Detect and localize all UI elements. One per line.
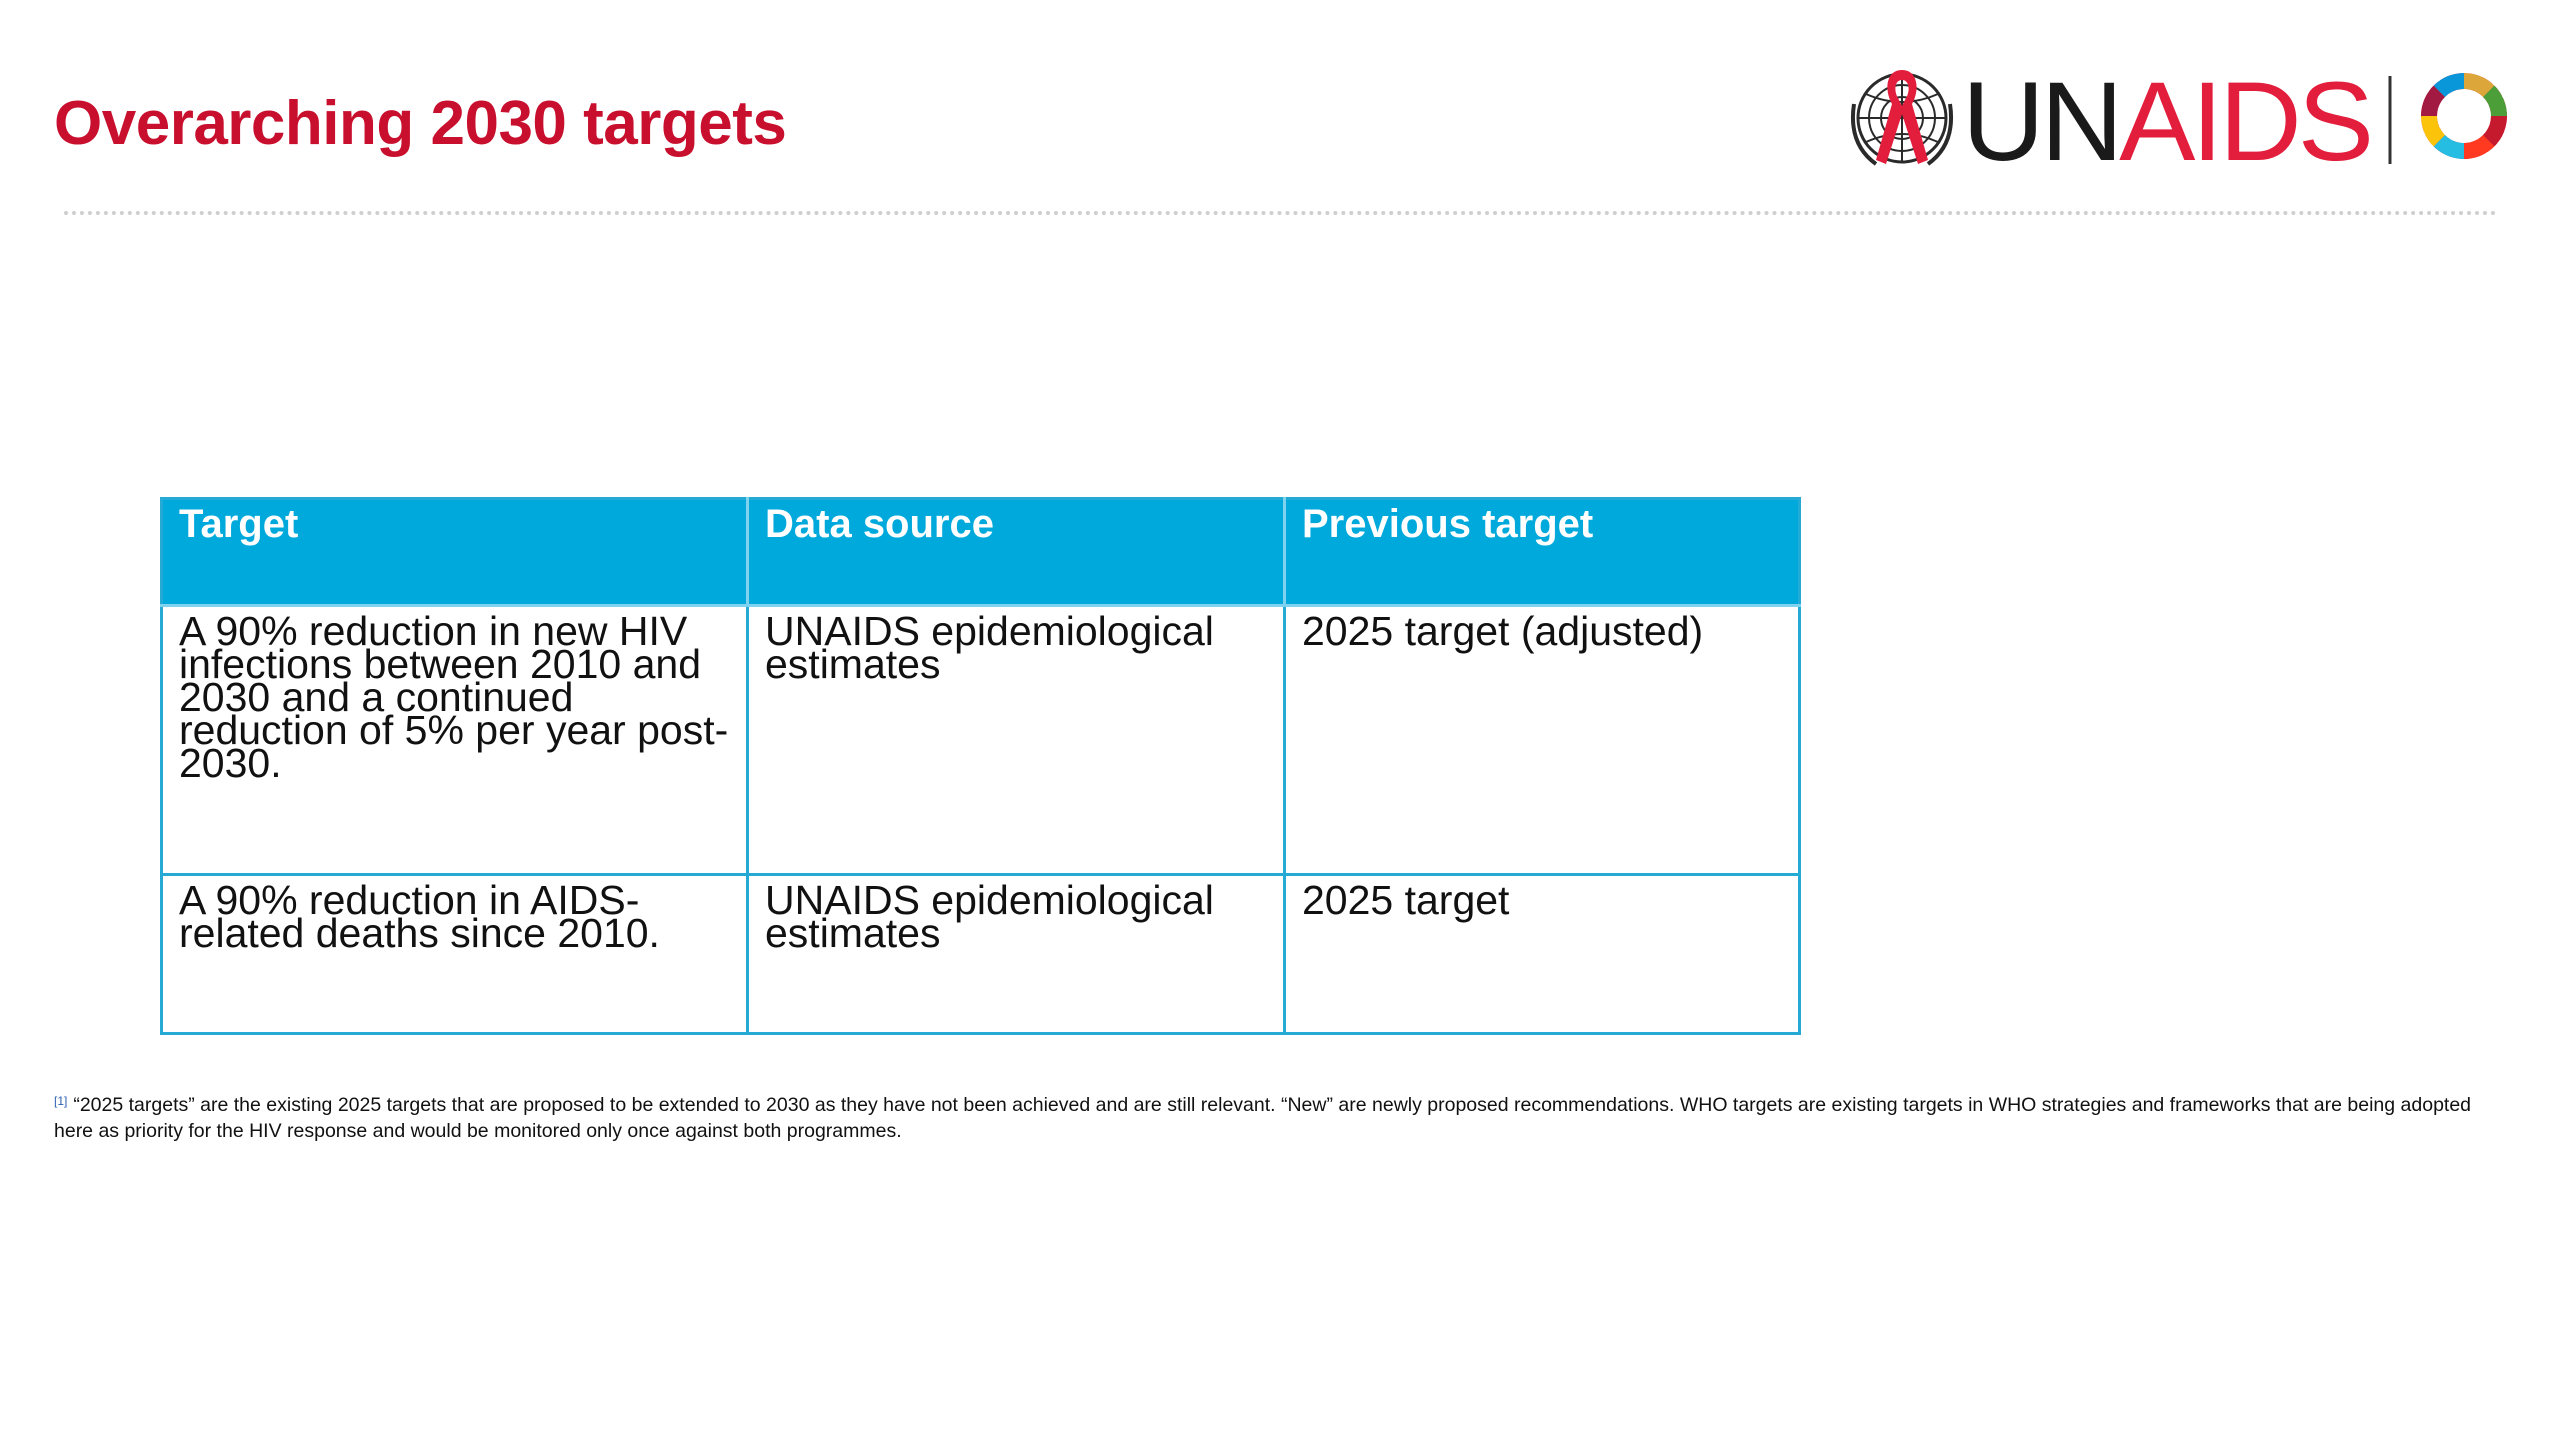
footnote-marker[interactable]: [1]: [54, 1094, 68, 1108]
page-title: Overarching 2030 targets: [54, 89, 787, 158]
header-divider: [64, 211, 2498, 215]
cell-target: A 90% reduction in new HIV infections between 2010 and 2030 and a continued reduction of 5% per year post-2030.: [162, 606, 748, 875]
cell-data-source: UNAIDS epidemiological estimates: [748, 606, 1285, 875]
targets-table: [160, 497, 1801, 1035]
cell-previous-target: 2025 target: [1285, 875, 1800, 1034]
footnote: [54, 1088, 2514, 1144]
cell-target: A 90% reduction in AIDS-related deaths since 2010.: [162, 875, 748, 1034]
cell-previous-target: 2025 target (adjusted): [1285, 606, 1800, 875]
un-emblem-icon: [1853, 74, 1951, 164]
table-row: [162, 606, 1800, 875]
unaids-logo: [1846, 64, 2510, 176]
column-header-target: Target: [162, 499, 748, 606]
table-row: [162, 875, 1800, 1034]
sdg-wheel-icon: [2429, 81, 2499, 151]
logo-wordmark-un: UN: [1962, 64, 2116, 176]
cell-data-source: UNAIDS epidemiological estimates: [748, 875, 1285, 1034]
table-header-row: [162, 499, 1800, 606]
logo-wordmark-aids: AIDS: [2119, 64, 2365, 176]
column-header-data-source: Data source: [748, 499, 1285, 606]
footnote-text: “2025 targets” are the existing 2025 targets that are proposed to be extended to 2030 as they have not been achieved and are still relevant. “New” are newly proposed recommendations. WHO targets are existing targets in WHO strategies and frameworks that are being adopted here as priority for the HIV response and would be monitored only once against both programmes.: [54, 1094, 2472, 1142]
svg-text:UNAIDS: [1962, 64, 2370, 176]
column-header-previous-target: Previous target: [1285, 499, 1800, 606]
